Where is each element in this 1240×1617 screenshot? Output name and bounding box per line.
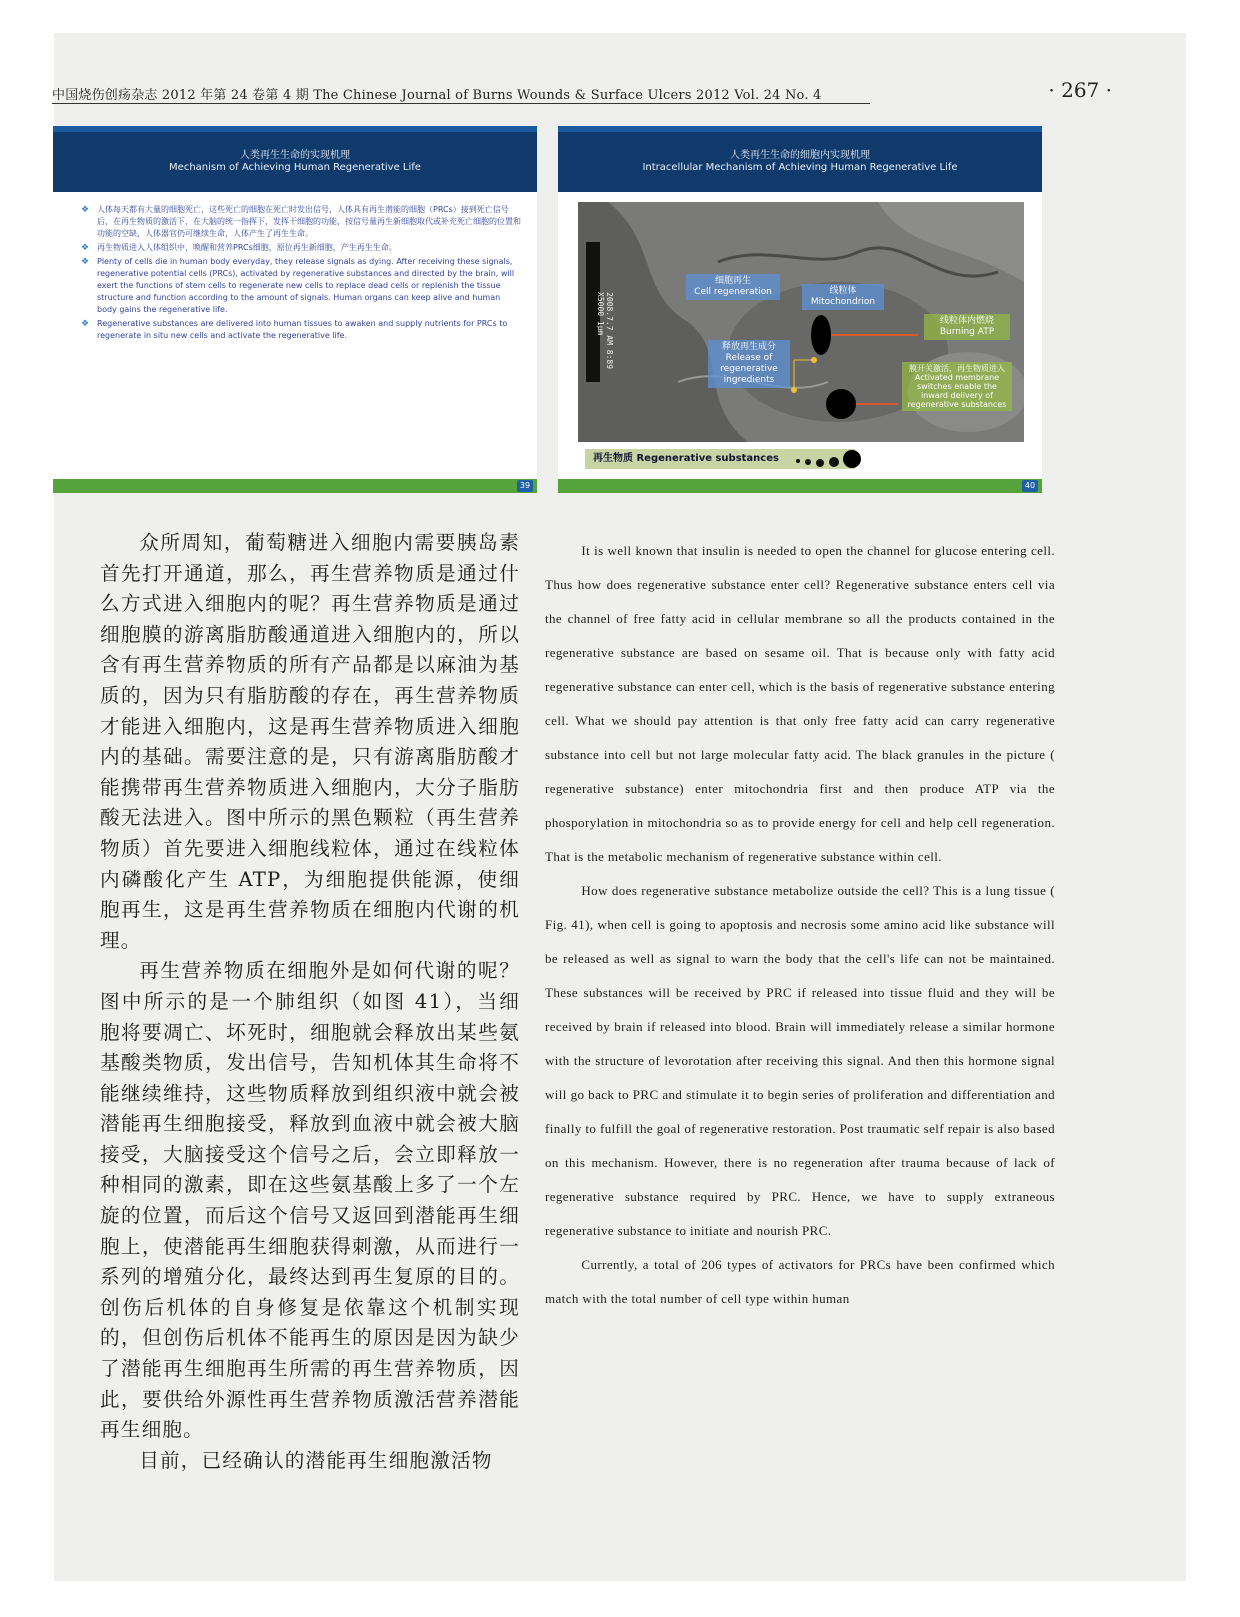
black-granules-graphic [794, 444, 874, 474]
diamond-bullet-icon: ❖ [81, 243, 90, 253]
bullet-text: 人体每天都有大量的细胞死亡，这些死亡的细胞在死亡时发出信号，人体具有再生潜能的细胞（PRCs）接到死亡信号后，在再生物质的激活下，在大脑的统一指挥下，发挥干细胞的功能，按信号量再生新细胞取代或补充死亡细胞的位置和功能的空缺，人体器官仍可继续生命，人体产生了再生生命。 [97, 205, 521, 238]
paragraph: Currently, a total of 206 types of activators for PRCs have been confirmed which match with the total number of cell type within human [545, 1257, 1055, 1306]
slide-title-bar [558, 126, 1042, 192]
bullet-text: Plenty of cells die in human body everyday, they release signals as dying. After receiving these signals, regenerative potential cells (PRCs), activated by regenerative substances and directed by the brain, will exert the functions of stem cells to regenerate new cells to replace dead cells or replenish the tissue structure and function according to the amount of signals. Human organs can keep alive and human body gains the regenerative life. [97, 257, 515, 314]
paragraph: It is well known that insulin is needed to open the channel for glucose entering cell. Thus how does regenerative substance enter cell? Regenerative substance enters cell via the channel of free fatty acid in cellular membrane so all the products contained in the regenerative substance are based on sesame oil. That is because only with fatty acid regenerative substance can enter cell, which is the basis of regenerative substance entering cell. What we should pay attention is that only free fatty acid can carry regenerative substance into cell but not large molecular fatty acid. The black granules in the picture ( regenerative substance) enter mitochondria first and then produce ATP via the phosporylation in mitochondria so as to provide energy for cell and help cell regeneration. That is the metabolic mechanism of regenerative substance within cell. [545, 543, 1055, 864]
label-en: Release of regenerative ingredients [720, 353, 778, 385]
burning-atp-label [924, 314, 1010, 340]
slide-bullet [81, 204, 521, 240]
release-label [708, 340, 790, 388]
slide-title-en: Intracellular Mechanism of Achieving Human Regenerative Life [642, 162, 958, 173]
label-en: Burning ATP [939, 327, 995, 337]
label-en: Mitochondrion [810, 297, 876, 307]
paragraph: 再生营养物质在细胞外是如何代谢的呢？图中所示的是一个肺组织（如图 41），当细胞将要凋亡、坏死时，细胞就会释放出某些氨基酸类物质，发出信号，告知机体其生命将不能继续维持，这些物质释放到组织液中就会被潜能再生细胞接受，释放到血液中就会被大脑接受，大脑接受这个信号之后，会立即释放一种相同的激素，即在这些氨基酸上多了一个左旋的位置，而后这个信号又返回到潜能再生细胞上，使潜能再生细胞获得刺激，从而进行一系列的增殖分化，最终达到再生复原的目的。创伤后机体的自身修复是依靠这个机制实现的，但创伤后机体不能再生的原因是因为缺少了潜能再生细胞再生所需的再生营养物质，因此，要供给外源性再生营养物质激活营养潜能再生细胞。 [100, 959, 520, 1442]
cell-regeneration-label [686, 274, 780, 300]
diamond-bullet-icon: ❖ [81, 319, 90, 329]
body-column-english [545, 534, 1055, 1316]
diamond-bullet-icon: ❖ [81, 205, 90, 215]
slide-footer-bar [53, 479, 537, 493]
body-column-chinese [100, 528, 520, 1476]
header-rule [52, 103, 870, 104]
slide-bullet-list [81, 204, 521, 344]
slide-title-cn: 人类再生生命的实现机理 [240, 150, 350, 161]
slide-title-bar [53, 126, 537, 192]
regenerative-substances-bar: 再生物质 Regenerative substances [585, 449, 855, 469]
diamond-bullet-icon: ❖ [81, 257, 90, 267]
slide-bullet [81, 242, 521, 254]
slide-title-en: Mechanism of Achieving Human Regenerative Life [169, 162, 421, 173]
micrograph-scale-bar [586, 242, 614, 382]
paragraph: How does regenerative substance metabolize outside the cell? This is a lung tissue ( Fig. 41), when cell is going to apoptosis and necrosis some amino acid like substance will be released as well as signal to warn the body that the cell's life can not be maintained. These substances will be received by PRC if released into tissue fluid and they will be received by brain if released into blood. Brain will immediately release a similar hormone with the structure of levorotation after receiving this signal. And then this hormone signal will go back to PRC and stimulate it to begin series of proliferation and differentiation and finally to fulfill the goal of regenerative restoration. Post traumatic self repair is also based on this mechanism. However, there is no regeneration after trauma because of lack of regenerative substance required by PRC. Hence, we have to supply extraneous regenerative substance to initiate and nourish PRC. [545, 883, 1055, 1238]
slide-title-cn: 人类再生生命的细胞内实现机理 [730, 150, 870, 161]
label-cn: 细胞再生 [714, 276, 751, 286]
label-en: Cell regeneration [694, 287, 772, 297]
slide-number: 40 [1022, 480, 1038, 492]
slide-39 [53, 126, 537, 493]
paragraph: 目前，已经确认的潜能再生细胞激活物 [139, 1448, 493, 1472]
slide-bullet [81, 318, 521, 342]
scale-text: 2008.7.7 AM 8:89 X5000 1μm [596, 292, 614, 370]
journal-citation: 中国烧伤创疡杂志 2012 年第 24 卷第 4 期 The Chinese Journal of Burns Wounds & Surface Ulcers 2012 Vol. 24 No. 4 [52, 88, 822, 103]
label-cn: 线粒体内燃烧 [939, 316, 994, 326]
label-cn: 膜开关激活，再生物质进入 [909, 364, 1005, 373]
slide-footer-bar [558, 479, 1042, 493]
label-cn: 线粒体 [829, 286, 857, 296]
bullet-text: 再生物质进入人体组织中，唤醒和营养PRCs细胞，原位再生新细胞，产生再生生命。 [97, 243, 397, 252]
page-number: · 267 · [1048, 78, 1112, 102]
electron-micrograph [578, 202, 1024, 442]
slide-number: 39 [517, 480, 533, 492]
mitochondrion-label [802, 284, 884, 310]
label-en: Activated membrane switches enable the inward delivery of regenerative substances [907, 373, 1007, 409]
paragraph: 众所周知，葡萄糖进入细胞内需要胰岛素首先打开通道，那么，再生营养物质是通过什么方式进入细胞内的呢？再生营养物质是通过细胞膜的游离脂肪酸通道进入细胞内的，所以含有再生营养物质的所有产品都是以麻油为基质的，因为只有脂肪酸的存在，再生营养物质才能进入细胞内，这是再生营养物质进入细胞内的基础。需要注意的是，只有游离脂肪酸才能携带再生营养物质进入细胞内，大分子脂肪酸无法进入。图中所示的黑色颗粒（再生营养物质）首先要进入细胞线粒体，通过在线粒体内磷酸化产生 ATP，为细胞提供能源，使细胞再生，这是再生营养物质在细胞内代谢的机理。 [100, 531, 520, 952]
running-header [52, 78, 1132, 118]
slide-40 [558, 126, 1042, 493]
membrane-switch-label [902, 362, 1012, 411]
label-cn: 释放再生成分 [721, 342, 776, 352]
slide-bullet [81, 256, 521, 316]
bullet-text: Regenerative substances are delivered into human tissues to awaken and supply nutrients for PRCs to regenerate in situ new cells and activate the regenerative life. [97, 319, 508, 340]
